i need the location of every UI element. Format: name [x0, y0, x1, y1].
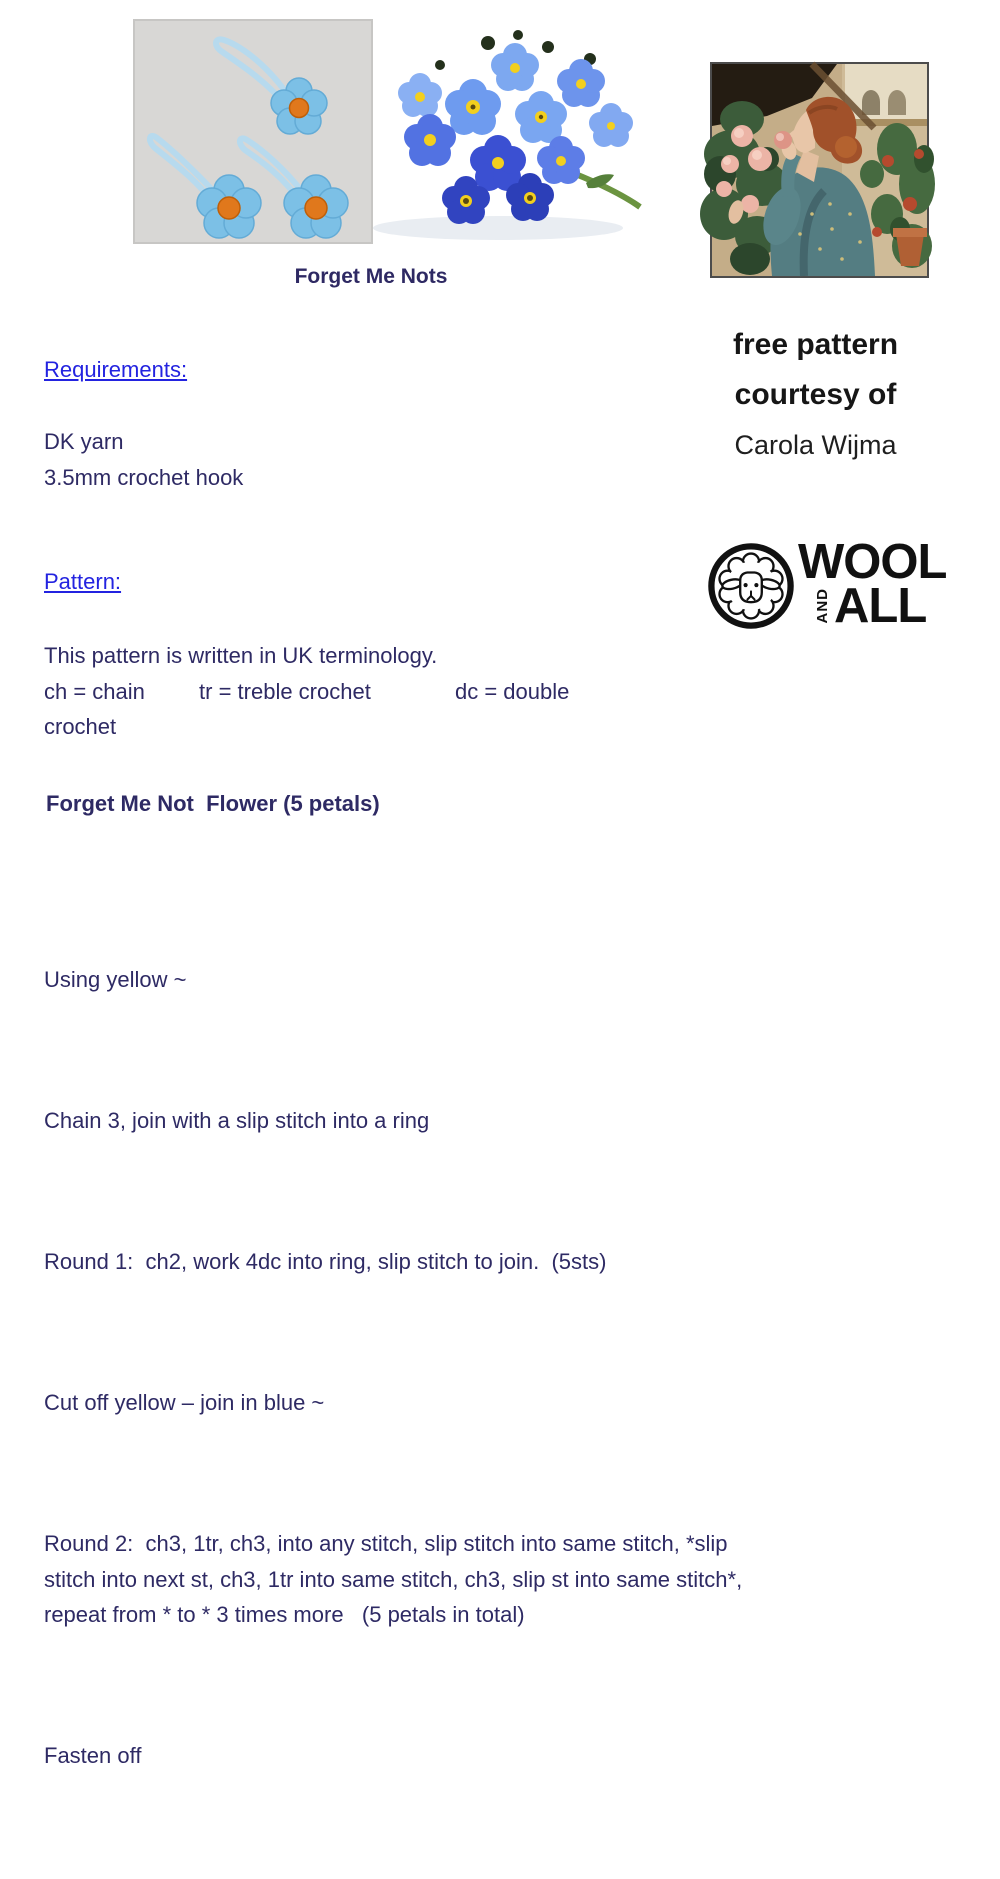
abbreviation-line: [44, 674, 749, 710]
logo-word-and: AND: [814, 588, 831, 624]
section-heading: Forget Me Not Flower (5 petals): [46, 791, 380, 816]
pattern-step: Cut off yellow – join in blue ~: [44, 1390, 325, 1415]
pattern-step: Using yellow ~: [44, 967, 187, 992]
logo-wordmark: [798, 535, 947, 633]
requirement-item: 3.5mm crochet hook: [44, 464, 244, 490]
wool-and-all-logo: [706, 535, 947, 633]
rose-painting-image: [710, 62, 929, 278]
sheep-icon: [706, 541, 796, 631]
credit-text: [688, 320, 943, 420]
logo-word-all: ALL: [834, 579, 927, 633]
crochet-flowers-photo: [134, 20, 372, 243]
forget-me-nots-photo: [378, 25, 640, 240]
pattern-steps: [44, 891, 749, 1879]
terminology-block: [44, 638, 749, 745]
requirements-link[interactable]: Requirements:: [44, 357, 188, 382]
pattern-step: Round 1: ch2, work 4dc into ring, slip stitch to join. (5sts): [44, 1249, 607, 1274]
pattern-step: Fasten off: [44, 1743, 142, 1768]
logo-word-wool: WOOL: [798, 535, 947, 589]
abbreviation-wrap: crochet: [44, 714, 117, 739]
pattern-step: Round 2: ch3, 1tr, ch3, into any stitch, slip stitch into same stitch, *slip stitch into next st, ch3, 1tr into same stitch, ch3, slip st into same stitch*, repeat from * to * 3 times more (5 petals in total): [44, 1531, 749, 1627]
abbreviation-ch: ch = chain: [44, 678, 145, 704]
credit-line-2: courtesy of: [734, 378, 897, 411]
requirements-list: [44, 424, 243, 495]
author-name: Carola Wijma: [734, 430, 897, 460]
terminology-intro: This pattern is written in UK terminology.: [44, 643, 438, 668]
requirement-item: DK yarn: [44, 429, 124, 454]
pattern-step: Chain 3, join with a slip stitch into a ring: [44, 1108, 430, 1133]
pattern-link[interactable]: Pattern:: [44, 569, 122, 594]
abbreviation-tr: tr = treble crochet: [199, 678, 371, 704]
image-caption: Forget Me Nots: [294, 265, 448, 288]
credit-line-1: free pattern: [732, 328, 899, 361]
abbreviation-dc: dc = double: [454, 678, 570, 704]
